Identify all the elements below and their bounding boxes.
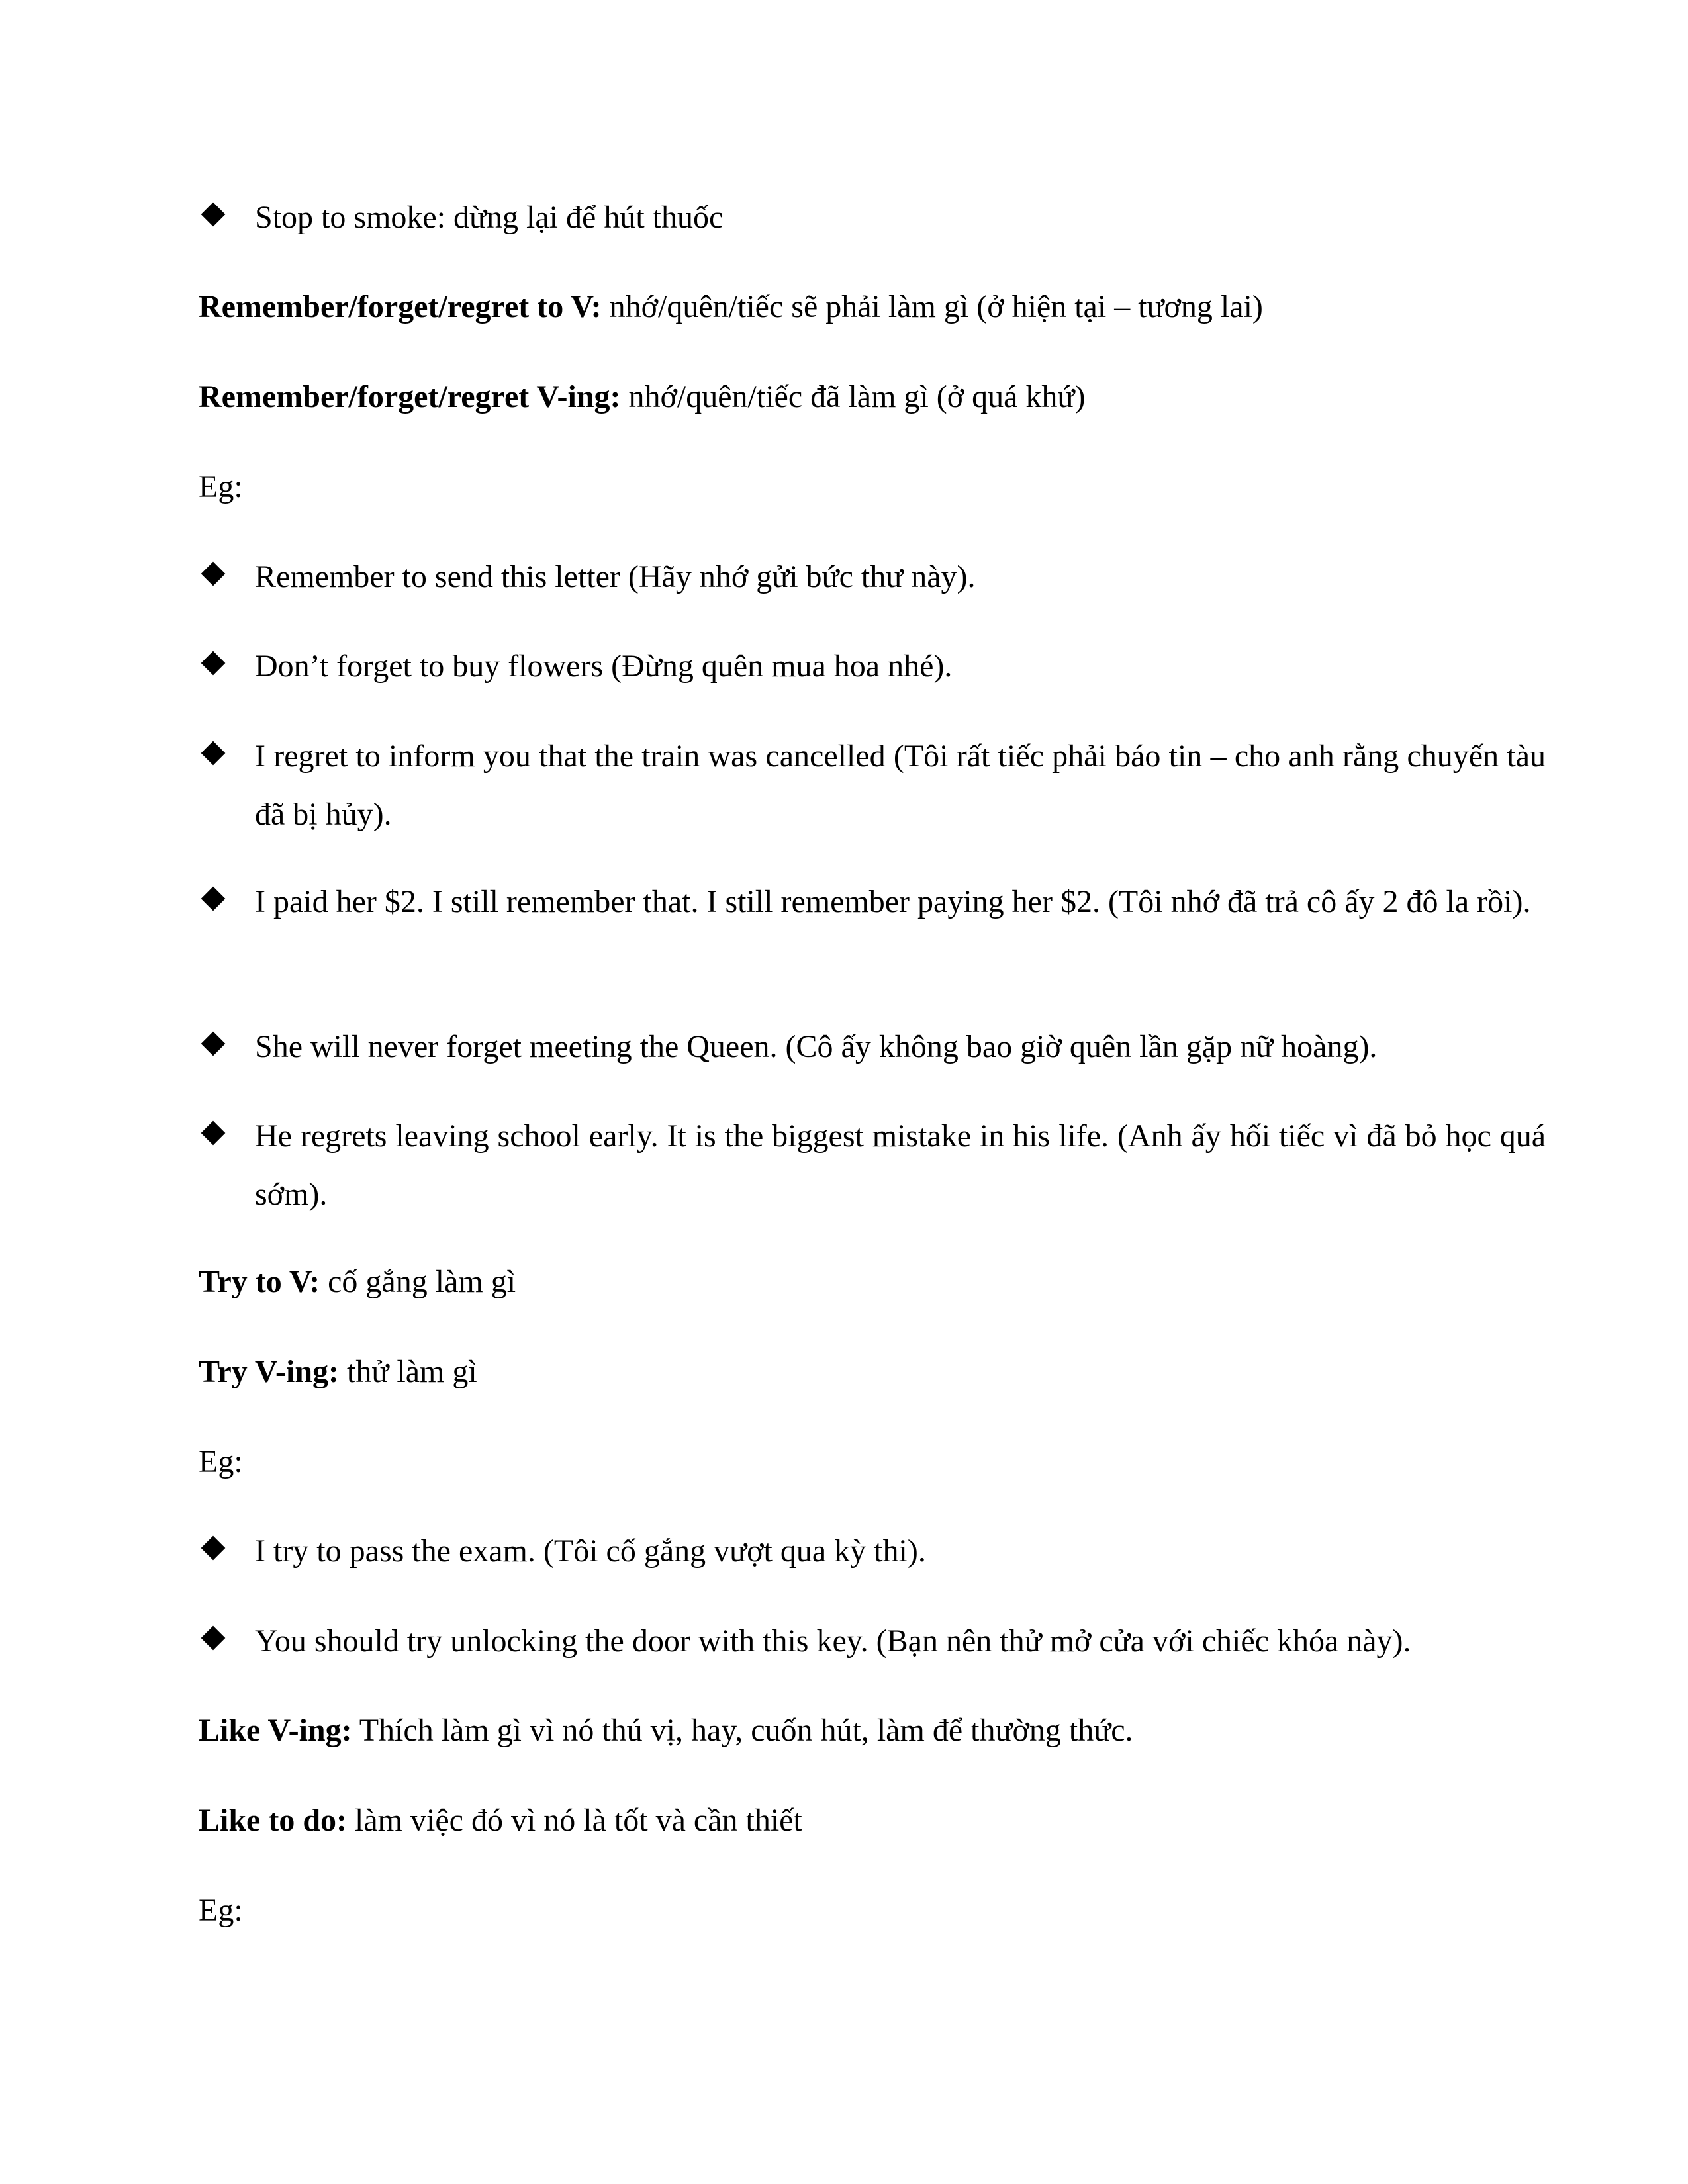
diamond-bullet-icon bbox=[201, 741, 226, 766]
diamond-bullet-icon bbox=[201, 1032, 226, 1056]
bullet-text: Don’t forget to buy flowers (Đừng quên mua hoa nhé). bbox=[255, 649, 953, 684]
bullet-text: You should try unlocking the door with this key. (Bạn nên thử mở cửa với chiếc khóa này). bbox=[255, 1623, 1411, 1659]
definition-meaning: nhớ/quên/tiếc đã làm gì (ở quá khứ) bbox=[620, 379, 1086, 414]
bullet-text: I try to pass the exam. (Tôi cố gắng vượt qua kỳ thi). bbox=[255, 1533, 926, 1569]
definition-meaning: thử làm gì bbox=[339, 1354, 477, 1389]
definition-term: Try V-ing: bbox=[199, 1354, 339, 1389]
definition-line bbox=[199, 1343, 477, 1401]
diamond-bullet-icon bbox=[201, 562, 226, 586]
definition-meaning: làm việc đó vì nó là tốt và cần thiết bbox=[347, 1803, 802, 1838]
bullet-text: I paid her $2. I still remember that. I still remember paying her $2. (Tôi nhớ đã trả cô ấy 2 đô la rồi). bbox=[255, 884, 1531, 919]
definition-term: Like to do: bbox=[199, 1803, 348, 1838]
definition-line bbox=[199, 368, 1085, 426]
bullet-text: Stop to smoke: dừng lại để hút thuốc bbox=[255, 200, 724, 235]
definition-line bbox=[199, 1702, 1133, 1760]
definition-meaning: Thích làm gì vì nó thú vị, hay, cuốn hút, làm để thường thức. bbox=[352, 1713, 1133, 1748]
definition-term: Like V-ing: bbox=[199, 1713, 352, 1748]
diamond-bullet-icon bbox=[201, 1536, 226, 1561]
bullet-text: Remember to send this letter (Hãy nhớ gửi bức thư này). bbox=[255, 559, 976, 594]
example-label: Eg: bbox=[199, 1444, 243, 1479]
example-label: Eg: bbox=[199, 1893, 243, 1928]
bullet-text: I regret to inform you that the train was cancelled (Tôi rất tiếc phải báo tin – cho anh rằng chuyến tàu đã bị hủy). bbox=[255, 739, 1546, 832]
diamond-bullet-icon bbox=[201, 651, 226, 676]
definition-meaning: nhớ/quên/tiếc sẽ phải làm gì (ở hiện tại – tương lai) bbox=[601, 289, 1263, 324]
diamond-bullet-icon bbox=[201, 1626, 226, 1651]
definition-line bbox=[199, 278, 1263, 336]
definition-line bbox=[199, 1792, 802, 1850]
example-label: Eg: bbox=[199, 469, 243, 504]
bullet-text: She will never forget meeting the Queen. (Cô ấy không bao giờ quên lần gặp nữ hoàng). bbox=[255, 1029, 1378, 1064]
definition-meaning: cố gắng làm gì bbox=[320, 1264, 516, 1299]
definition-term: Try to V: bbox=[199, 1264, 320, 1299]
diamond-bullet-icon bbox=[201, 1121, 226, 1146]
bullet-text: He regrets leaving school early. It is the biggest mistake in his life. (Anh ấy hối tiếc vì đã bỏ học quá sớm). bbox=[255, 1118, 1546, 1212]
definition-term: Remember/forget/regret to V: bbox=[199, 289, 602, 324]
definition-term: Remember/forget/regret V-ing: bbox=[199, 379, 621, 414]
definition-line bbox=[199, 1253, 516, 1311]
diamond-bullet-icon bbox=[201, 887, 226, 911]
diamond-bullet-icon bbox=[201, 203, 226, 227]
